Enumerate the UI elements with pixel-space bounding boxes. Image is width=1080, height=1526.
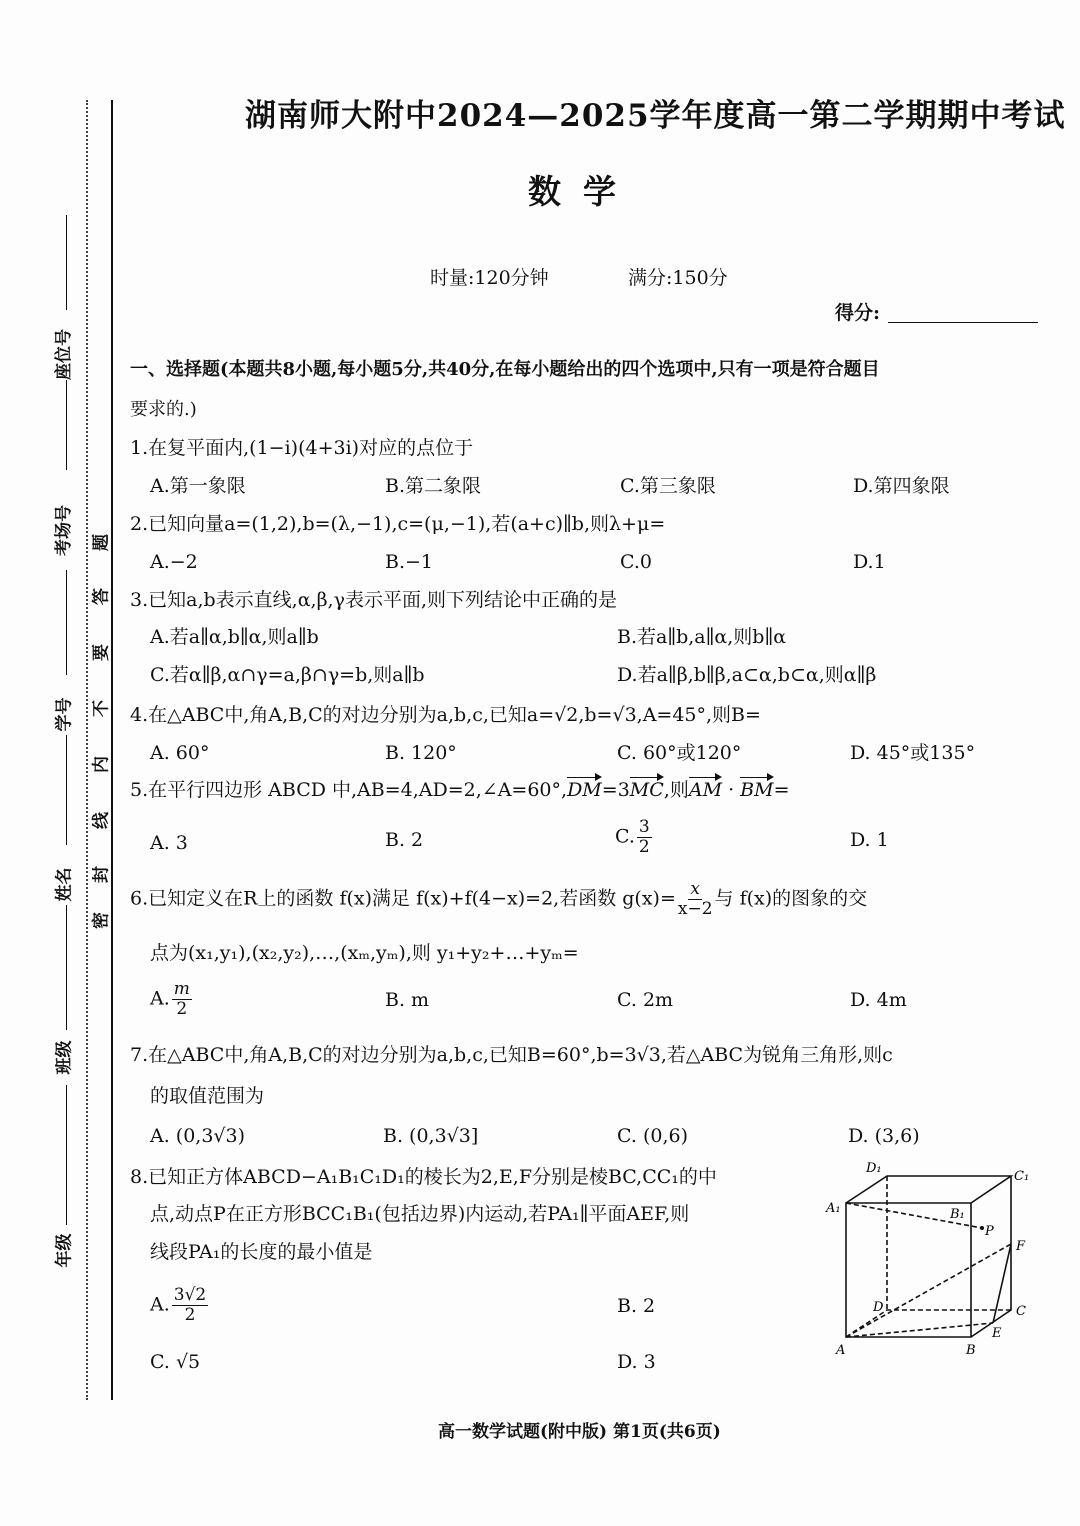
q5-dot: · — [722, 779, 741, 801]
q6-option-b: B. m — [385, 989, 430, 1011]
q5-option-b: B. 2 — [385, 829, 424, 851]
label-a: A — [836, 1343, 846, 1358]
q5-then: ,则 — [663, 779, 689, 801]
exam-title: 湖南师大附中2024—2025学年度高一第二学期期中考试 — [245, 98, 1066, 134]
label-a1: A₁ — [826, 1201, 841, 1216]
q3-option-d: D.若a∥β,b∥β,a⊂α,b⊂α,则α∥β — [617, 664, 877, 686]
numerator: 3√2 — [173, 1285, 207, 1305]
denominator: 2 — [176, 999, 188, 1019]
score-label: 得分: — [835, 302, 881, 324]
question-1: 1.在复平面内,(1−i)(4+3i)对应的点位于 — [130, 437, 474, 459]
section-heading: 一、选择题(本题共8小题,每小题5分,共40分,在每小题给出的四个选项中,只有一项是符合题目 — [130, 359, 880, 380]
question-7: 7.在△ABC中,角A,B,C的对边分别为a,b,c,已知B=60°,b=3√3,若△ABC为锐角三角形,则c — [130, 1044, 893, 1066]
option-label: A. — [150, 987, 170, 1010]
option-label: A. — [150, 1293, 170, 1316]
subject-title: 数学 — [528, 172, 638, 211]
q8-option-b: B. 2 — [617, 1295, 656, 1317]
student-number-label: 学号 — [54, 697, 75, 732]
grade-label: 年级 — [54, 1233, 75, 1268]
q5-option-d: D. 1 — [850, 829, 889, 851]
name-label: 姓名 — [54, 867, 75, 902]
q6-option-c: C. 2m — [617, 989, 674, 1011]
seal-char: 内 — [91, 756, 112, 773]
vector-am: AM — [688, 779, 723, 801]
q7-option-d: D. (3,6) — [848, 1125, 920, 1147]
vector-dm: DM — [567, 779, 602, 801]
q1-option-b: B.第二象限 — [385, 475, 482, 497]
cube-solid-edges — [846, 1176, 1011, 1337]
numerator: 3 — [638, 817, 650, 837]
cube-hidden-edges — [846, 1176, 1011, 1337]
label-d1: D₁ — [866, 1161, 882, 1176]
vector-bm: BM — [740, 779, 774, 801]
q4-option-c: C. 60°或120° — [617, 742, 742, 764]
label-b1: B₁ — [950, 1207, 965, 1222]
q3-option-a: A.若a∥α,b∥α,则a∥b — [150, 626, 319, 648]
q2-option-c: C.0 — [620, 551, 652, 573]
q4-option-b: B. 120° — [385, 742, 457, 764]
q6-stem-cont: 与 f(x)的图象的交 — [714, 887, 868, 910]
q2-option-a: A.−2 — [150, 551, 198, 573]
q7-option-b: B. (0,3√3] — [383, 1125, 479, 1147]
q8-option-d: D. 3 — [617, 1351, 656, 1373]
q7-option-c: C. (0,6) — [617, 1125, 688, 1147]
question-7-line2: 的取值范围为 — [150, 1085, 265, 1107]
time-limit: 时量:120分钟 — [430, 267, 549, 289]
full-score: 满分:150分 — [628, 267, 728, 289]
q5-eq: =3 — [601, 779, 630, 801]
label-c: C — [1016, 1304, 1026, 1319]
q5-option-a: A. 3 — [150, 832, 188, 854]
q7-option-a: A. (0,3√3) — [150, 1125, 246, 1147]
question-8: 8.已知正方体ABCD−A₁B₁C₁D₁的棱长为2,E,F分别是棱BC,CC₁的中 — [130, 1166, 717, 1188]
q2-option-b: B.−1 — [385, 551, 434, 573]
q6-stem: 6.已知定义在R上的函数 f(x)满足 f(x)+f(4−x)=2,若函数 g(x)= — [130, 887, 676, 910]
seal-char: 线 — [91, 812, 112, 829]
label-p: P — [985, 1224, 994, 1239]
seal-char: 不 — [91, 700, 112, 717]
page-footer: 高一数学试题(附中版) 第1页(共6页) — [438, 1422, 721, 1442]
class-label: 班级 — [54, 1040, 75, 1075]
q1-option-c: C.第三象限 — [620, 475, 716, 497]
seal-char: 封 — [91, 866, 112, 883]
question-8-line2: 点,动点P在正方形BCC₁B₁(包括边界)内运动,若PA₁∥平面AEF,则 — [150, 1203, 690, 1225]
q6-option-d: D. 4m — [850, 989, 907, 1011]
q2-option-d: D.1 — [853, 551, 886, 573]
vector-mc: MC — [629, 779, 664, 801]
q3-option-c: C.若α∥β,α∩γ=a,β∩γ=b,则a∥b — [150, 664, 425, 686]
q1-option-a: A.第一象限 — [150, 475, 246, 497]
label-e: E — [992, 1326, 1002, 1341]
numerator: m — [173, 979, 190, 999]
seat-number-label: 座位号 — [54, 329, 74, 380]
numerator: x — [690, 879, 700, 899]
question-2: 2.已知向量a=(1,2),b=(λ,−1),c=(μ,−1),若(a+c)∥b,则λ+μ= — [130, 513, 666, 535]
seal-char: 密 — [91, 912, 112, 929]
q1-option-d: D.第四象限 — [853, 475, 950, 497]
question-4: 4.在△ABC中,角A,B,C的对边分别为a,b,c,已知a=√2,b=√3,A=45°,则B= — [130, 704, 761, 726]
seal-char: 题 — [91, 534, 112, 551]
label-c1: C₁ — [1014, 1169, 1030, 1184]
denominator: 2 — [638, 837, 650, 857]
question-8-line3: 线段PA₁的长度的最小值是 — [150, 1241, 373, 1263]
q5-c-label: C. — [615, 825, 635, 848]
seal-char: 要 — [91, 644, 112, 661]
denominator: 2 — [184, 1305, 196, 1325]
q4-option-d: D. 45°或135° — [850, 742, 976, 764]
question-3: 3.已知a,b表示直线,α,β,γ表示平面,则下列结论中正确的是 — [130, 589, 617, 611]
q3-option-b: B.若a∥b,a∥α,则b∥α — [617, 626, 787, 648]
label-b: B — [966, 1343, 976, 1358]
q8-option-c: C. √5 — [150, 1351, 201, 1373]
label-d: D — [873, 1300, 884, 1315]
q4-option-a: A. 60° — [150, 742, 210, 764]
point-p — [980, 1226, 984, 1230]
label-f: F — [1016, 1239, 1026, 1254]
room-number-label: 考场号 — [54, 505, 74, 556]
section-heading-cont: 要求的.) — [130, 399, 197, 420]
question-6-line2: 点为(x₁,y₁),(x₂,y₂),…,(xₘ,yₘ),则 y₁+y₂+…+yₘ= — [150, 942, 579, 964]
denominator: x−2 — [677, 899, 713, 919]
q5-end: = — [773, 779, 790, 801]
seal-char: 答 — [91, 588, 112, 605]
q5-stem: 5.在平行四边形 ABCD 中,AB=4,AD=2,∠A=60°, — [130, 779, 568, 801]
